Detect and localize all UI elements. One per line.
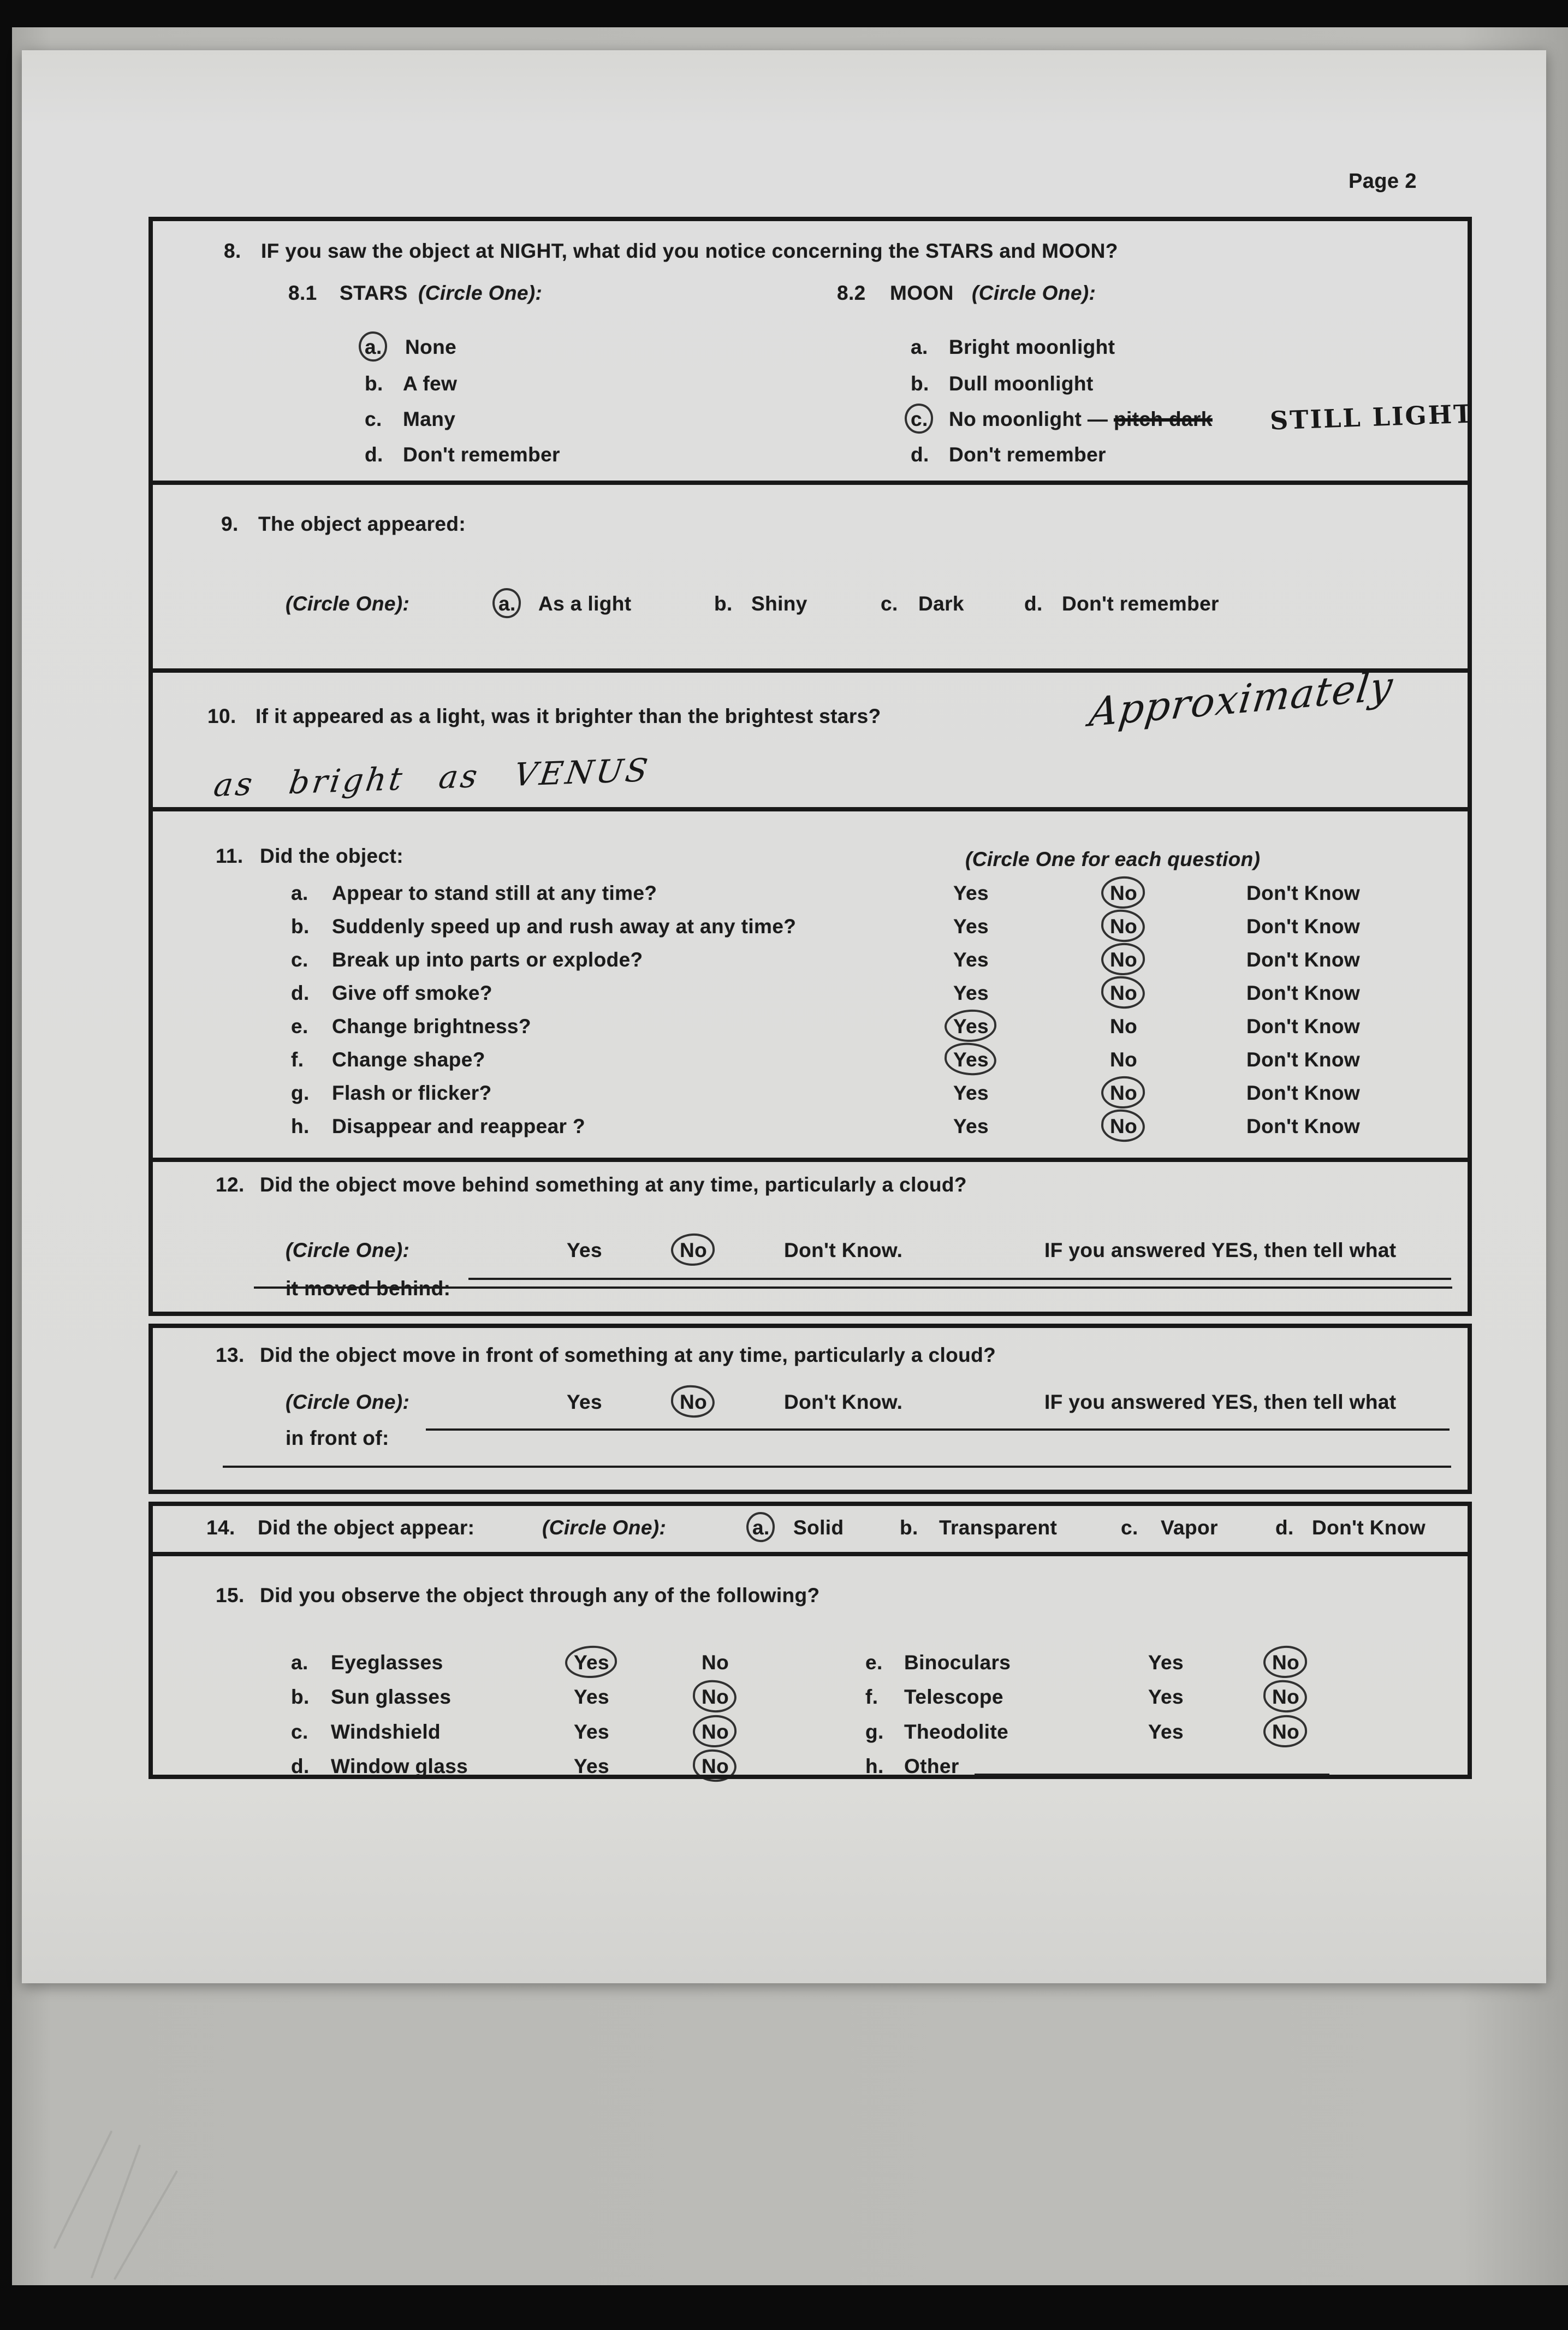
struck-text: pitch dark — [1113, 408, 1213, 430]
q15-row-e-label: Binoculars — [904, 1651, 1011, 1674]
q15-row-e-yes: Yes — [1148, 1651, 1184, 1674]
q8-moon-title: MOON — [890, 282, 954, 304]
circled-answer-mark: No — [702, 1755, 729, 1777]
q15-row-c-no — [702, 1721, 729, 1744]
circled-answer-mark: No — [680, 1391, 708, 1413]
q11-row-f-dk: Don't Know — [1246, 1048, 1361, 1071]
q13-yes: Yes — [567, 1391, 602, 1413]
question-text: Did the object move in front of something at any time, particularly a cloud? — [260, 1344, 996, 1366]
question-9-panel — [149, 481, 1472, 673]
q11-row-h-letter: h. — [291, 1115, 310, 1137]
q11-row-g-no — [1110, 1082, 1137, 1105]
q9-option-d-label: Don't remember — [1062, 592, 1219, 615]
q9-option-b-label: Shiny — [751, 592, 807, 615]
q11-row-b-no — [1110, 916, 1137, 938]
q11-row-d-label: Give off smoke? — [332, 982, 492, 1004]
q8-stars-option-c-letter: c. — [365, 408, 382, 430]
q11-row-c-dk: Don't Know — [1246, 948, 1361, 971]
q15-row-c-yes: Yes — [574, 1721, 609, 1743]
handwritten-answer-line1: Approximately — [1086, 662, 1397, 736]
circled-answer-mark: No — [1110, 982, 1138, 1004]
q8-moon-option-c-letter — [911, 408, 928, 431]
q8-moon-option-c-label — [949, 408, 1213, 431]
q15-row-d-label: Window glass — [331, 1755, 468, 1777]
q15-row-a-yes — [574, 1652, 609, 1674]
q15-row-e-no — [1272, 1652, 1299, 1674]
q11-row-a-dk: Don't Know — [1246, 882, 1361, 904]
q11-row-g-yes: Yes — [953, 1082, 989, 1104]
q11-row-e-yes — [953, 1016, 989, 1038]
circled-answer-mark: No — [1272, 1686, 1300, 1708]
q11-row-b-label: Suddenly speed up and rush away at any time? — [332, 915, 797, 938]
circled-answer-mark: a. — [752, 1516, 770, 1539]
question-number: 11. — [216, 845, 243, 867]
q8-stars-index: 8.1 — [288, 282, 317, 304]
question-number: 9. — [221, 513, 239, 535]
q9-option-a-letter — [498, 593, 516, 615]
q8-stars-option-d-label: Don't remember — [403, 443, 560, 466]
q11-row-a-yes: Yes — [953, 882, 989, 904]
q11-row-f-label: Change shape? — [332, 1048, 485, 1071]
q14-option-a-letter — [752, 1517, 770, 1539]
q15-row-c-letter: c. — [291, 1721, 308, 1743]
q8-moon-option-a-letter: a. — [911, 336, 928, 358]
q8-stars-option-b-label: A few — [403, 372, 458, 395]
question-text: Did the object move behind something at any time, particularly a cloud? — [260, 1173, 967, 1196]
q14-option-d-letter: d. — [1275, 1516, 1294, 1539]
question-15-panel — [149, 1552, 1472, 1779]
q12-no — [680, 1240, 707, 1262]
q9-option-c-letter: c. — [881, 592, 898, 615]
q15-row-f-letter: f. — [865, 1686, 878, 1708]
q11-row-d-letter: d. — [291, 982, 310, 1004]
q8-moon-option-b-label: Dull moonlight — [949, 372, 1094, 395]
q8-moon-option-b-letter: b. — [911, 372, 929, 395]
q15-row-g-no — [1272, 1721, 1299, 1744]
q11-row-e-no: No — [1110, 1015, 1138, 1037]
q12-dk: Don't Know. — [784, 1239, 903, 1261]
blank-line — [223, 1466, 1451, 1468]
q14-option-c-letter: c. — [1121, 1516, 1138, 1539]
q15-row-c-label: Windshield — [331, 1721, 441, 1743]
option-label: No moonlight — — [949, 408, 1108, 430]
q8-moon-index: 8.2 — [837, 282, 866, 304]
q11-row-h-label: Disappear and reappear ? — [332, 1115, 586, 1137]
q8-stars-option-a-letter — [365, 336, 382, 359]
page-number: Page 2 — [1349, 170, 1417, 193]
q11-row-g-label: Flash or flicker? — [332, 1082, 492, 1104]
q11-instruction: (Circle One for each question) — [965, 848, 1261, 870]
q15-row-b-no — [702, 1686, 729, 1709]
question-11-panel — [149, 807, 1472, 1162]
q9-option-c-label: Dark — [918, 592, 964, 615]
question-10-panel — [149, 662, 1472, 811]
question-number: 13. — [216, 1344, 245, 1366]
q11-row-d-no — [1110, 982, 1137, 1005]
question-number: 10. — [207, 705, 236, 727]
question-text: IF you saw the object at NIGHT, what did you notice concerning the STARS and MOON? — [261, 240, 1118, 262]
q8-stars-option-c-label: Many — [403, 408, 456, 430]
q8-stars-option-b-letter: b. — [365, 372, 383, 395]
q13-dk: Don't Know. — [784, 1391, 903, 1413]
q11-row-c-label: Break up into parts or explode? — [332, 948, 643, 971]
q13-no — [680, 1391, 707, 1414]
q11-row-g-dk: Don't Know — [1246, 1082, 1361, 1104]
q8-moon-option-a-label: Bright moonlight — [949, 336, 1115, 358]
q8-stars-option-a-label: None — [405, 336, 457, 358]
circled-answer-mark: a. — [365, 336, 382, 358]
q11-row-e-letter: e. — [291, 1015, 308, 1037]
circled-answer-mark: No — [1272, 1651, 1300, 1674]
q11-row-b-letter: b. — [291, 915, 310, 938]
q11-row-f-yes — [953, 1049, 989, 1071]
question-8-panel — [149, 217, 1475, 485]
circled-answer-mark: Yes — [953, 1048, 989, 1071]
q8-stars-option-d-letter: d. — [365, 443, 383, 466]
q8-stars-title: STARS — [340, 282, 408, 304]
handwritten-answer-line2: as bright as VENUS — [211, 751, 653, 804]
q15-row-a-letter: a. — [291, 1651, 308, 1674]
q11-row-c-no — [1110, 949, 1137, 971]
q15-row-f-label: Telescope — [904, 1686, 1003, 1708]
circled-answer-mark: a. — [498, 592, 516, 615]
circled-answer-mark: No — [1110, 1115, 1138, 1137]
q11-row-c-letter: c. — [291, 948, 308, 971]
q15-row-f-yes: Yes — [1148, 1686, 1184, 1708]
q14-option-a-label: Solid — [793, 1516, 844, 1539]
circled-answer-mark: No — [680, 1239, 708, 1261]
q13-instruction: (Circle One): — [286, 1391, 410, 1413]
q11-row-b-yes: Yes — [953, 915, 989, 938]
q14-option-d-label: Don't Know — [1312, 1516, 1426, 1539]
question-text: Did the object: — [260, 845, 403, 867]
q13-followup-label: in front of: — [286, 1427, 389, 1449]
q9-option-d-letter: d. — [1024, 592, 1043, 615]
circled-answer-mark: No — [1110, 915, 1138, 938]
q8-stars-instruction: (Circle One): — [418, 282, 543, 304]
q15-row-b-letter: b. — [291, 1686, 310, 1708]
question-13-panel — [149, 1324, 1472, 1494]
q11-row-h-dk: Don't Know — [1246, 1115, 1361, 1137]
q15-row-g-letter: g. — [865, 1721, 884, 1743]
q11-row-e-dk: Don't Know — [1246, 1015, 1361, 1037]
blank-line — [975, 1774, 1329, 1776]
question-number: 14. — [206, 1516, 235, 1539]
q15-row-a-no: No — [702, 1651, 729, 1674]
q14-option-b-letter: b. — [900, 1516, 918, 1539]
q11-row-f-no: No — [1110, 1048, 1138, 1071]
question-text: If it appeared as a light, was it brighter than the brightest stars? — [256, 705, 881, 727]
q15-row-b-label: Sun glasses — [331, 1686, 452, 1708]
blank-line — [426, 1428, 1450, 1431]
q13-followup: IF you answered YES, then tell what — [1044, 1391, 1397, 1413]
question-text: Did the object appear: — [258, 1516, 475, 1539]
q15-row-d-yes: Yes — [574, 1755, 609, 1777]
q8-moon-instruction: (Circle One): — [972, 282, 1096, 304]
circled-answer-mark: No — [702, 1686, 729, 1708]
q11-row-d-yes: Yes — [953, 982, 989, 1004]
circled-answer-mark: Yes — [953, 1015, 989, 1037]
q15-row-a-label: Eyeglasses — [331, 1651, 443, 1674]
circled-answer-mark: c. — [911, 408, 928, 430]
q11-row-a-letter: a. — [291, 882, 308, 904]
q15-row-h-label: Other — [904, 1755, 959, 1777]
q12-followup-label: it moved behind: — [286, 1277, 451, 1300]
circled-answer-mark: No — [1110, 882, 1138, 904]
q8-moon-option-d-label: Don't remember — [949, 443, 1106, 466]
question-number: 8. — [224, 240, 241, 262]
q8-moon-option-d-letter: d. — [911, 443, 929, 466]
q11-row-c-yes: Yes — [953, 948, 989, 971]
circled-answer-mark: No — [702, 1721, 729, 1743]
q11-row-f-letter: f. — [291, 1048, 304, 1071]
q14-instruction: (Circle One): — [542, 1516, 667, 1539]
q9-option-a-label: As a light — [538, 592, 632, 615]
q11-row-h-no — [1110, 1116, 1137, 1138]
q15-row-b-yes: Yes — [574, 1686, 609, 1708]
question-number: 12. — [216, 1173, 245, 1196]
q9-instruction: (Circle One): — [286, 592, 410, 615]
q11-row-a-label: Appear to stand still at any time? — [332, 882, 657, 904]
q11-row-g-letter: g. — [291, 1082, 310, 1104]
circled-answer-mark: Yes — [574, 1651, 609, 1674]
q15-row-e-letter: e. — [865, 1651, 883, 1674]
circled-answer-mark: No — [1110, 1082, 1138, 1104]
blank-line — [468, 1278, 1451, 1280]
q14-option-b-label: Transparent — [939, 1516, 1058, 1539]
question-text: Did you observe the object through any of the following? — [260, 1584, 820, 1606]
q11-row-d-dk: Don't Know — [1246, 982, 1361, 1004]
q15-row-d-letter: d. — [291, 1755, 310, 1777]
circled-answer-mark: No — [1272, 1721, 1300, 1743]
q9-option-b-letter: b. — [714, 592, 733, 615]
q11-row-b-dk: Don't Know — [1246, 915, 1361, 938]
q11-row-e-label: Change brightness? — [332, 1015, 531, 1037]
q15-row-h-letter: h. — [865, 1755, 884, 1777]
q12-yes: Yes — [567, 1239, 602, 1261]
circled-answer-mark: No — [1110, 948, 1138, 971]
q12-followup: IF you answered YES, then tell what — [1044, 1239, 1397, 1261]
blank-line — [254, 1286, 1452, 1289]
q11-row-h-yes: Yes — [953, 1115, 989, 1137]
question-number: 15. — [216, 1584, 245, 1606]
handwritten-note: STILL LIGHT — [1269, 399, 1475, 436]
q15-row-g-label: Theodolite — [904, 1721, 1009, 1743]
q15-row-f-no — [1272, 1686, 1299, 1709]
q14-option-c-label: Vapor — [1161, 1516, 1218, 1539]
q15-row-d-no — [702, 1756, 729, 1778]
q12-instruction: (Circle One): — [286, 1239, 410, 1261]
question-text: The object appeared: — [258, 513, 466, 535]
q11-row-a-no — [1110, 882, 1137, 905]
question-14-panel — [149, 1502, 1472, 1556]
q15-row-g-yes: Yes — [1148, 1721, 1184, 1743]
question-12-panel — [149, 1158, 1472, 1316]
